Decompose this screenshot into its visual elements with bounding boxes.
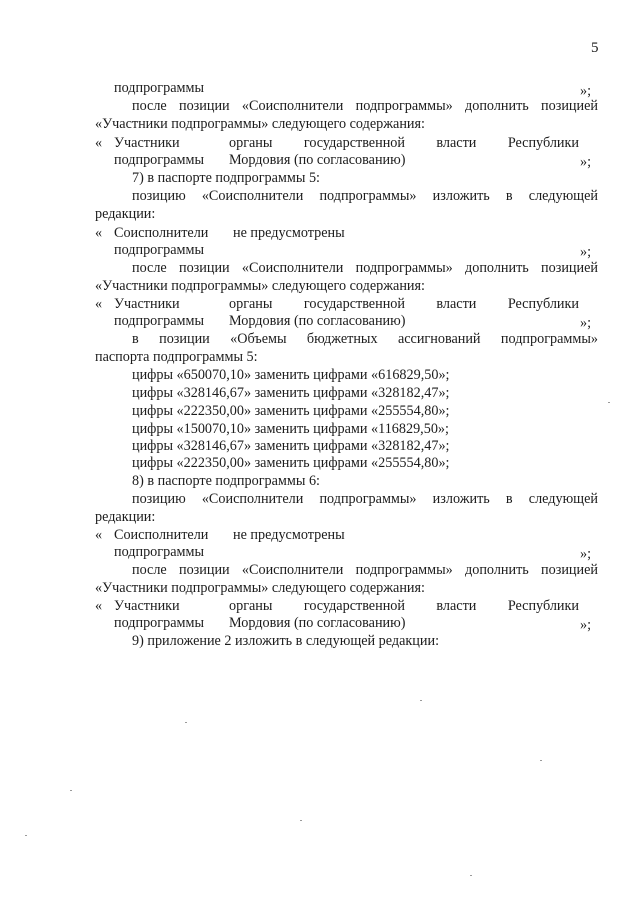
table-label: подпрограммы — [114, 242, 204, 258]
paragraph-line: после позиции «Соисполнители подпрограммы» дополнить позицией — [132, 562, 598, 578]
table-value: Мордовия (по согласованию) — [229, 152, 406, 168]
table-label: Участники — [114, 598, 180, 614]
replacement-line: цифры «650070,10» заменить цифрами «616829,50»; — [132, 367, 450, 383]
line-end: »; — [580, 154, 592, 170]
list-item: 8) в паспорте подпрограммы 6: — [132, 473, 320, 489]
text-line: редакции: — [95, 509, 156, 525]
open-quote: « — [95, 225, 103, 241]
list-item: 7) в паспорте подпрограммы 5: — [132, 170, 320, 186]
paragraph-line: после позиции «Соисполнители подпрограммы» дополнить позицией — [132, 260, 598, 276]
table-value: не предусмотрены — [233, 527, 345, 543]
table-label: подпрограммы — [114, 544, 204, 560]
scan-speck — [25, 835, 27, 836]
table-label: Участники — [114, 296, 180, 312]
table-label: Участники — [114, 135, 180, 151]
line-end: »; — [580, 617, 592, 633]
open-quote: « — [95, 135, 103, 151]
table-value: органы государственной власти Республики — [229, 598, 579, 614]
line-end: »; — [580, 315, 592, 331]
open-quote: « — [95, 296, 103, 312]
line-end: »; — [580, 546, 592, 562]
open-quote: « — [95, 527, 103, 543]
table-value: Мордовия (по согласованию) — [229, 313, 406, 329]
table-label: Соисполнители — [114, 225, 209, 241]
replacement-line: цифры «222350,00» заменить цифрами «255554,80»; — [132, 403, 450, 419]
scan-speck — [70, 790, 72, 791]
paragraph-line: позицию «Соисполнители подпрограммы» изложить в следующей — [132, 188, 598, 204]
paragraph-line: после позиции «Соисполнители подпрограммы» дополнить позицией — [132, 98, 598, 114]
replacement-line: цифры «150070,10» заменить цифрами «116829,50»; — [132, 421, 449, 437]
text-line: подпрограммы — [114, 80, 204, 96]
table-value: органы государственной власти Республики — [229, 135, 579, 151]
table-label: подпрограммы — [114, 152, 204, 168]
line-end: »; — [580, 83, 592, 99]
text-line: «Участники подпрограммы» следующего содержания: — [95, 278, 425, 294]
replacement-line: цифры «328146,67» заменить цифрами «328182,47»; — [132, 438, 450, 454]
table-value: Мордовия (по согласованию) — [229, 615, 406, 631]
scan-speck — [470, 875, 472, 876]
page-number: 5 — [591, 40, 599, 56]
table-value: не предусмотрены — [233, 225, 345, 241]
paragraph-line: в позиции «Объемы бюджетных ассигнований подпрограммы» — [132, 331, 598, 347]
scan-speck — [185, 722, 187, 723]
scan-speck — [300, 820, 302, 821]
list-item: 9) приложение 2 изложить в следующей редакции: — [132, 633, 440, 649]
text-line: «Участники подпрограммы» следующего содержания: — [95, 116, 425, 132]
replacement-line: цифры «222350,00» заменить цифрами «255554,80»; — [132, 455, 450, 471]
table-label: подпрограммы — [114, 313, 204, 329]
replacement-line: цифры «328146,67» заменить цифрами «328182,47»; — [132, 385, 450, 401]
text-line: паспорта подпрограммы 5: — [95, 349, 258, 365]
paragraph-line: позицию «Соисполнители подпрограммы» изложить в следующей — [132, 491, 598, 507]
scan-speck — [420, 700, 422, 701]
table-label: Соисполнители — [114, 527, 209, 543]
open-quote: « — [95, 598, 103, 614]
table-value: органы государственной власти Республики — [229, 296, 579, 312]
line-end: »; — [580, 244, 592, 260]
scan-speck — [540, 760, 542, 761]
text-line: «Участники подпрограммы» следующего содержания: — [95, 580, 425, 596]
text-line: редакции: — [95, 206, 156, 222]
scan-speck — [608, 402, 610, 403]
table-label: подпрограммы — [114, 615, 204, 631]
